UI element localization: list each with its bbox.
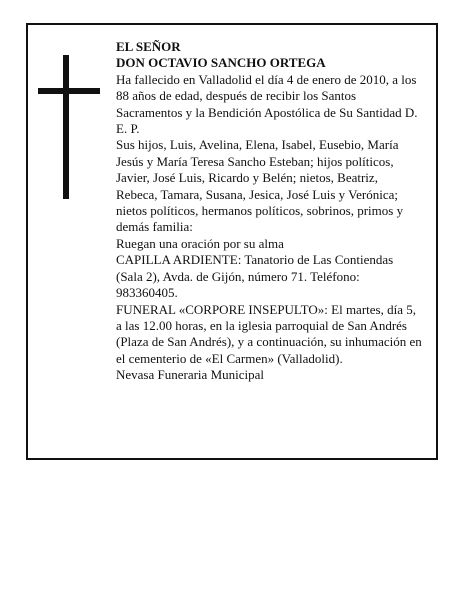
obituary-notice	[26, 23, 438, 460]
notice-title: EL SEÑOR	[116, 39, 181, 54]
prayer-request: Ruegan una oración por su alma	[116, 235, 284, 251]
deceased-name: DON OCTAVIO SANCHO ORTEGA	[116, 55, 326, 71]
chapel-info: CAPILLA ARDIENTE: Tanatorio de Las Contiendas (Sala 2), Avda. de Gijón, número 71. Teléfono: 983360405.	[116, 252, 394, 301]
funeral-home: Nevasa Funeraria Municipal	[116, 367, 265, 383]
cross-horizontal-bar	[38, 88, 100, 94]
family-list: Sus hijos, Luis, Avelina, Elena, Isabel, Eusebio, María Jesús y María Teresa Sancho Esteban; hijos políticos, Javier, José Luis, Ricardo y Belén; nietos, Beatriz, Rebeca, Tamara, Susana, Jesica, José Luis y Verónica; nietos políticos, hermanos políticos, sobrinos, primos y demás familia:	[116, 137, 404, 235]
cross-vertical-bar	[63, 55, 69, 199]
latin-cross-icon	[38, 55, 100, 199]
death-announcement: Ha fallecido en Valladolid el día 4 de enero de 2010, a los 88 años de edad, después de recibir los Santos Sacramentos y la Bendición Apostólica de Su Santidad D. E. P.	[116, 71, 418, 137]
funeral-info: FUNERAL «CORPORE INSEPULTO»: El martes, día 5, a las 12.00 horas, en la iglesia parroquial de San Andrés (Plaza de San Andrés), y a continuación, su inhumación en el cementerio de «El Carmen» (Valladolid).	[116, 301, 422, 366]
obituary-text	[116, 39, 422, 384]
